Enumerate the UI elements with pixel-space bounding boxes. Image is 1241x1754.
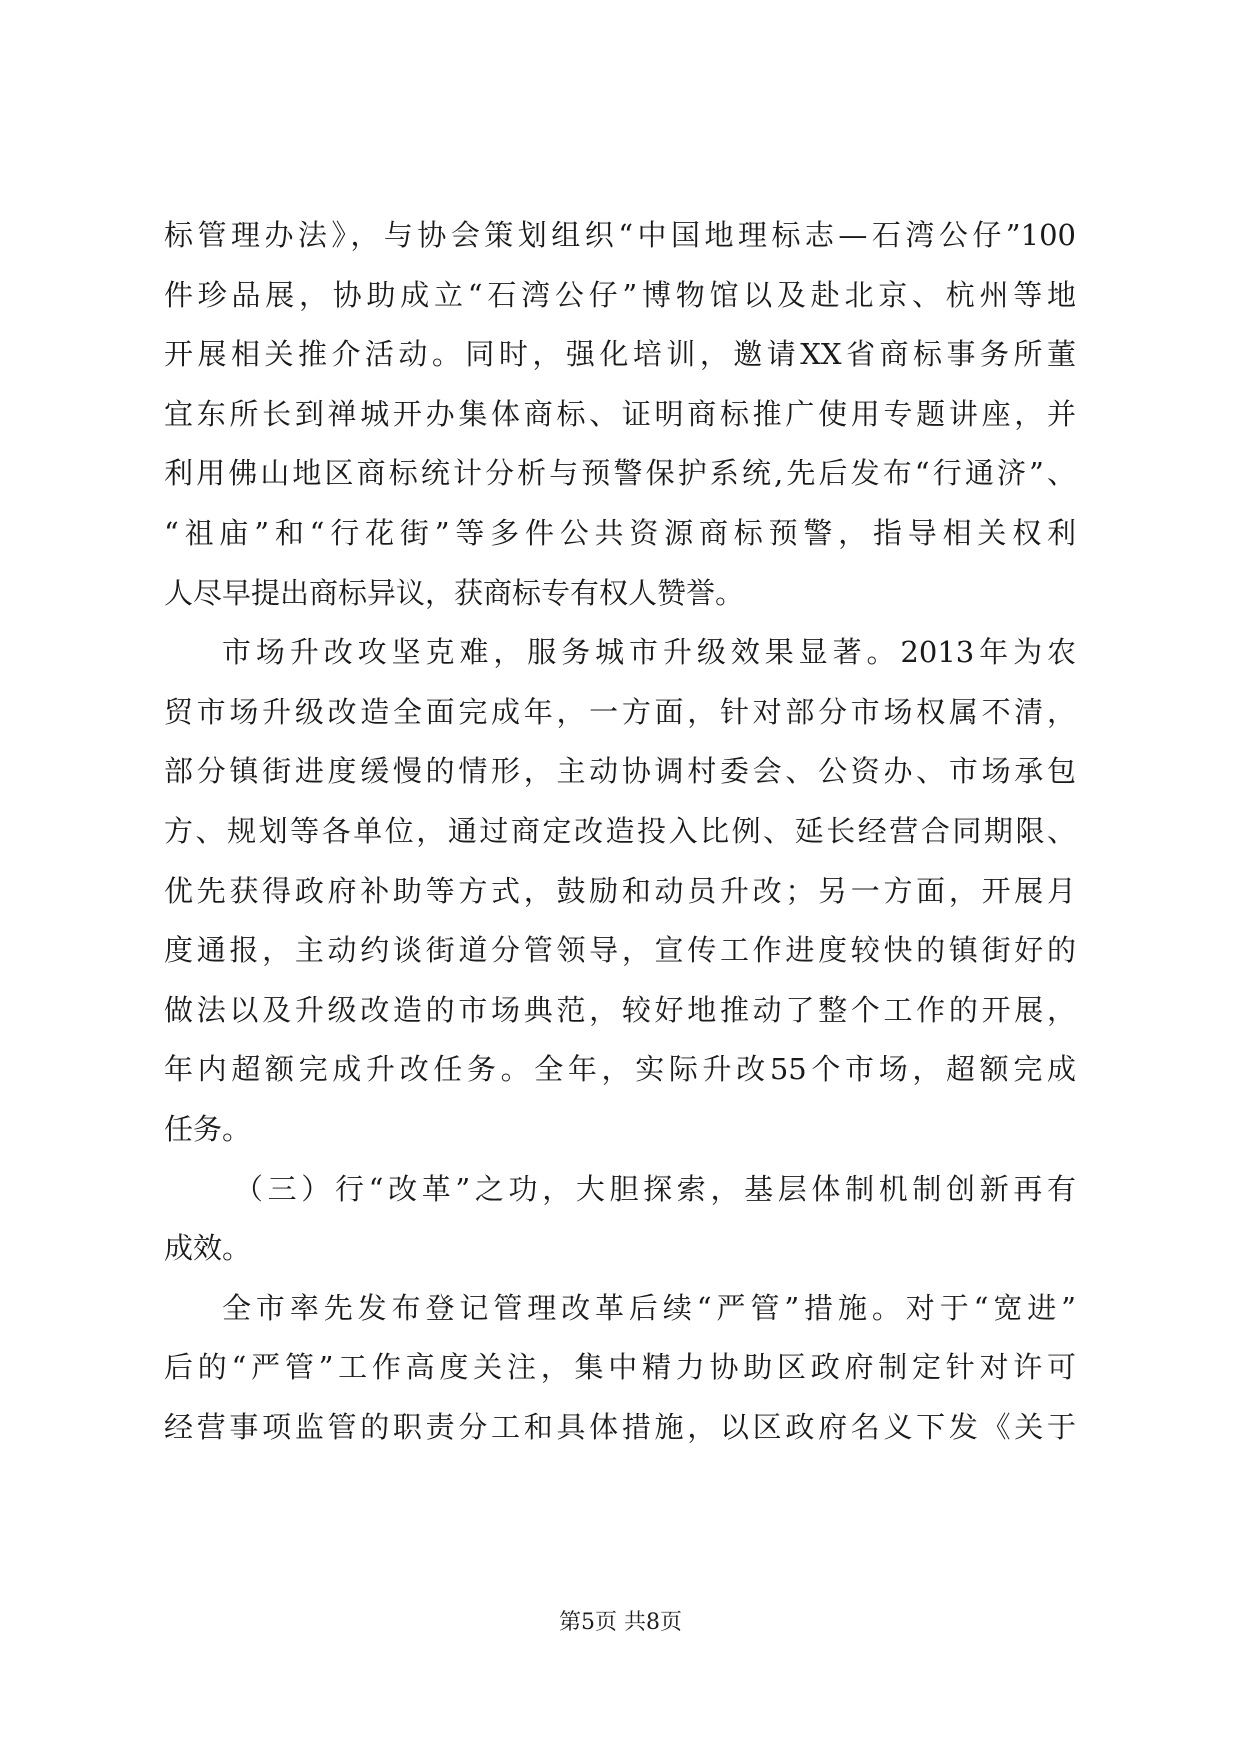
- document-body: [164, 206, 1076, 1457]
- text-line: 任务。: [164, 1111, 252, 1146]
- text-line: 后的“严管”工作高度关注，集中精力协助区政府制定针对许可: [164, 1350, 1076, 1385]
- text-line: 贸市场升级改造全面完成年，一方面，针对部分市场权属不清，: [164, 694, 1076, 729]
- paragraph-start-line: 全市率先发布登记管理改革后续“严管”措施。对于“宽进”: [222, 1290, 1076, 1325]
- text-line: 经营事项监管的职责分工和具体措施，以区政府名义下发《关于: [164, 1409, 1076, 1444]
- text-line: 人尽早提出商标异议，获商标专有权人赞誉。: [164, 575, 745, 610]
- text-line: 年内超额完成升改任务。全年，实际升改55个市场，超额完成: [164, 1052, 1076, 1087]
- text-line: 优先获得政府补助等方式，鼓励和动员升改；另一方面，开展月: [164, 873, 1076, 908]
- text-line: 件珍品展，协助成立“石湾公仔”博物馆以及赴北京、杭州等地: [164, 277, 1076, 312]
- text-line: 度通报，主动约谈街道分管领导，宣传工作进度较快的镇街好的: [164, 933, 1076, 968]
- paragraph-start-line: 市场升改攻坚克难，服务城市升级效果显著。2013年为农: [222, 635, 1076, 670]
- text-line: 开展相关推介活动。同时，强化培训，邀请XX省商标事务所董: [164, 337, 1076, 372]
- text-line: 部分镇街进度缓慢的情形，主动协调村委会、公资办、市场承包: [164, 754, 1076, 789]
- text-line: 宜东所长到禅城开办集体商标、证明商标推广使用专题讲座，并: [164, 396, 1076, 431]
- text-line: “祖庙”和“行花街”等多件公共资源商标预警，指导相关权利: [164, 515, 1076, 550]
- text-line: 标管理办法》，与协会策划组织“中国地理标志—石湾公仔”100: [164, 218, 1076, 252]
- text-line: 方、规划等各单位，通过商定改造投入比例、延长经营合同期限、: [164, 813, 1076, 848]
- text-line: 利用佛山地区商标统计分析与预警保护系统,先后发布“行通济”、: [164, 456, 1076, 491]
- section-heading-line: 成效。: [164, 1231, 252, 1266]
- text-line: 做法以及升级改造的市场典范，较好地推动了整个工作的开展，: [164, 992, 1076, 1027]
- page-footer: 第5页 共8页: [559, 1610, 682, 1635]
- section-heading-line: （三）行“改革”之功，大胆探索，基层体制机制创新再有: [234, 1171, 1076, 1206]
